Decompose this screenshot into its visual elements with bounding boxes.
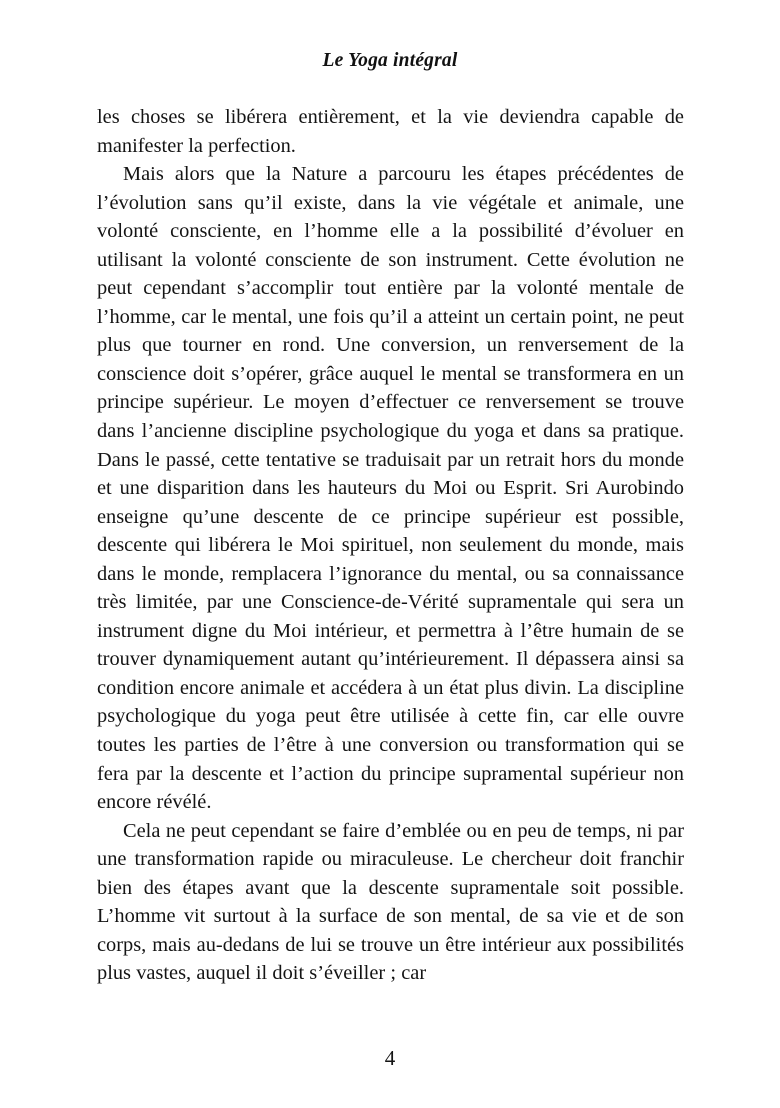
paragraph-body: Mais alors que la Nature a parcouru les étapes précédentes de l’évolution sans qu’il existe, dans la vie végétale et animale, une volonté consciente, en l’homme elle a la possibilité d’évoluer en utilisant la volonté consciente de son instrument. Cette évolution ne peut cependant s’accomplir tout entière par la volonté mentale de l’homme, car le mental, une fois qu’il a atteint un certain point, ne peut plus que tourner en rond. Une conversion, un renversement de la conscience doit s’opérer, grâce auquel le mental se transformera en un principe supérieur. Le moyen d’effectuer ce renversement se trouve dans l’ancienne discipline psychologique du yoga et dans sa pratique. Dans le passé, cette tentative se traduisait par un retrait hors du monde et une disparition dans les hauteurs du Moi ou Esprit. Sri Aurobindo enseigne qu’une descente de ce principe supérieur est possible, descente qui libérera le Moi spirituel, non seulement du monde, mais dans le monde, remplacera l’ignorance du mental, ou sa connaissance très limitée, par une Conscience-de-Vérité supramentale qui sera un instrument digne du Moi intérieur, et permettra à l’être humain de se trouver dynamiquement autant qu’intérieurement. Il dépassera ainsi sa condition encore animale et accédera à un état plus divin. La discipline psychologique du yoga peut être utilisée à cette fin, car elle ouvre toutes les parties de l’être à une conversion ou transformation qui se fera par la descente et l’action du principe supramental supérieur non encore révélé. — [97, 163, 684, 814]
body-text-block — [97, 103, 684, 988]
page-number: 4 — [384, 1046, 396, 1070]
paragraph-continuation: les choses se libérera entièrement, et la vie deviendra capable de manifester la perfection. — [97, 106, 684, 157]
paragraph-body: Cela ne peut cependant se faire d’emblée ou en peu de temps, ni par une transformation rapide ou miraculeuse. Le chercheur doit franchir bien des étapes avant que la descente supramentale soit possible. L’homme vit surtout à la surface de son mental, de sa vie et de son corps, mais au-dedans de lui se trouve un être intérieur aux possibilités plus vastes, auquel il doit s’éveiller ; car — [97, 819, 684, 985]
running-header: Le Yoga intégral — [322, 50, 458, 71]
